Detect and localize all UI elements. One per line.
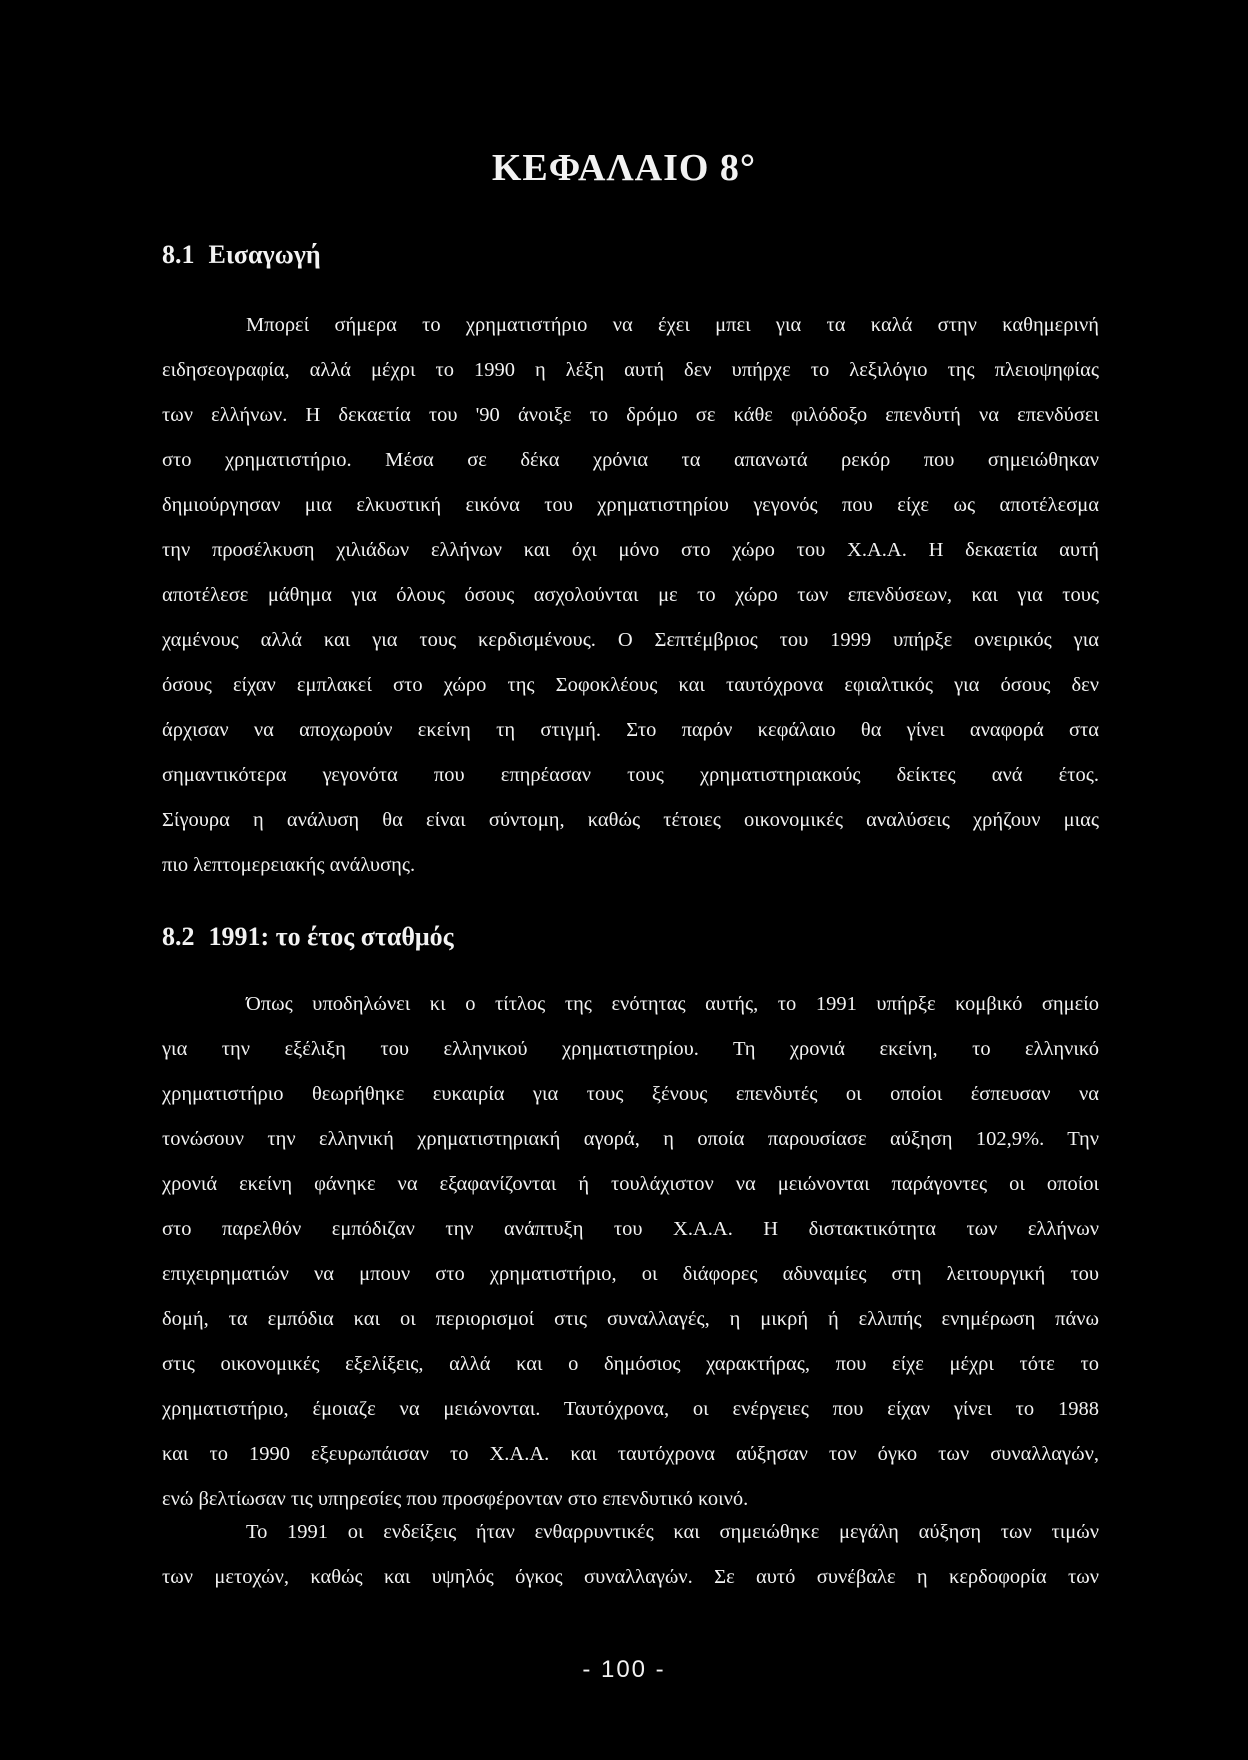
text-line: χαμένους αλλά και για τους κερδισμένους. Ο Σεπτέμβριος του 1999 υπήρξε ονειρικός για xyxy=(162,629,1099,651)
text-line: την προσέλκυση χιλιάδων ελλήνων και όχι μόνο στο χώρο του Χ.Α.Α. Η δεκαετία αυτή xyxy=(162,539,1099,561)
text-line: ενώ βελτίωσαν τις υπηρεσίες που προσφέρονταν στο επενδυτικό κοινό. xyxy=(162,1488,749,1510)
text-line: Μπορεί σήμερα το χρηματιστήριο να έχει μπει για τα καλά στην καθημερινή xyxy=(246,314,1099,336)
text-line: στο παρελθόν εμπόδιζαν την ανάπτυξη του Χ.Α.Α. Η διστακτικότητα των ελλήνων xyxy=(162,1218,1099,1240)
text-line: στις οικονομικές εξελίξεις, αλλά και ο δημόσιος χαρακτήρας, που είχε μέχρι τότε το xyxy=(162,1353,1099,1375)
section-title: Εισαγωγή xyxy=(208,240,321,269)
text-line: των μετοχών, καθώς και υψηλός όγκος συναλλαγών. Σε αυτό συνέβαλε η κερδοφορία των xyxy=(162,1566,1099,1588)
section-number: 8.1 xyxy=(162,240,195,269)
text-line: αποτέλεσε μάθημα για όλους όσους ασχολούνται με το χώρο των επενδύσεων, και για τους xyxy=(162,584,1099,606)
text-line: όσους είχαν εμπλακεί στο χώρο της Σοφοκλέους και ταυτόχρονα εφιαλτικός για όσους δεν xyxy=(162,674,1099,696)
text-line: Το 1991 οι ενδείξεις ήταν ενθαρρυντικές και σημειώθηκε μεγάλη αύξηση των τιμών xyxy=(246,1521,1099,1543)
text-line: δομή, τα εμπόδια και οι περιορισμοί στις συναλλαγές, η μικρή ή ελλιπής ενημέρωση πάνω xyxy=(162,1308,1099,1330)
text-line: πιο λεπτομερειακής ανάλυσης. xyxy=(162,854,416,876)
section-title: 1991: το έτος σταθμός xyxy=(208,922,454,951)
text-line: σημαντικότερα γεγονότα που επηρέασαν τους χρηματιστηριακούς δείκτες ανά έτος. xyxy=(162,764,1099,786)
section-heading-8-1 xyxy=(162,240,321,270)
text-line: των ελλήνων. Η δεκαετία του '90 άνοιξε το δρόμο σε κάθε φιλόδοξο επενδυτή να επενδύσει xyxy=(162,404,1099,426)
text-line: τονώσουν την ελληνική χρηματιστηριακή αγορά, η οποία παρουσίασε αύξηση 102,9%. Την xyxy=(162,1128,1099,1150)
text-line: ειδησεογραφία, αλλά μέχρι το 1990 η λέξη αυτή δεν υπήρχε το λεξιλόγιο της πλειοψηφίας xyxy=(162,359,1099,381)
section-number: 8.2 xyxy=(162,922,195,951)
text-line: στο χρηματιστήριο. Μέσα σε δέκα χρόνια τα απανωτά ρεκόρ που σημειώθηκαν xyxy=(162,449,1099,471)
text-line: Σίγουρα η ανάλυση θα είναι σύντομη, καθώς τέτοιες οικονομικές αναλύσεις χρήζουν μιας xyxy=(162,809,1099,831)
section-8-2-paragraph-1 xyxy=(162,982,1099,1522)
text-line: χρηματιστήριο, έμοιαζε να μειώνονται. Ταυτόχρονα, οι ενέργειες που είχαν γίνει το 1988 xyxy=(162,1398,1099,1420)
text-line: επιχειρηματιών να μπουν στο χρηματιστήριο, οι διάφορες αδυναμίες στη λειτουργική του xyxy=(162,1263,1099,1285)
text-line: δημιούργησαν μια ελκυστική εικόνα του χρηματιστηρίου γεγονός που είχε ως αποτέλεσμα xyxy=(162,494,1099,516)
text-line: άρχισαν να αποχωρούν εκείνη τη στιγμή. Στο παρόν κεφάλαιο θα γίνει αναφορά στα xyxy=(162,719,1099,741)
page-number: - 100 - xyxy=(582,1656,666,1683)
section-8-1-paragraph xyxy=(162,303,1099,888)
section-8-2-paragraph-2 xyxy=(162,1510,1099,1600)
section-heading-8-2 xyxy=(162,922,454,952)
text-line: χρηματιστήριο θεωρήθηκε ευκαιρία για τους ξένους επενδυτές οι οποίοι έσπευσαν να xyxy=(162,1083,1099,1105)
chapter-title: ΚΕΦΑΛΑΙΟ 8° xyxy=(491,147,757,189)
text-line: Όπως υποδηλώνει κι ο τίτλος της ενότητας αυτής, το 1991 υπήρξε κομβικό σημείο xyxy=(246,993,1099,1015)
text-line: για την εξέλιξη του ελληνικού χρηματιστηρίου. Τη χρονιά εκείνη, το ελληνικό xyxy=(162,1038,1099,1060)
text-line: χρονιά εκείνη φάνηκε να εξαφανίζονται ή τουλάχιστον να μειώνονται παράγοντες οι οποίοι xyxy=(162,1173,1099,1195)
text-line: και το 1990 εξευρωπάισαν το Χ.Α.Α. και ταυτόχρονα αύξησαν τον όγκο των συναλλαγών, xyxy=(162,1443,1099,1465)
